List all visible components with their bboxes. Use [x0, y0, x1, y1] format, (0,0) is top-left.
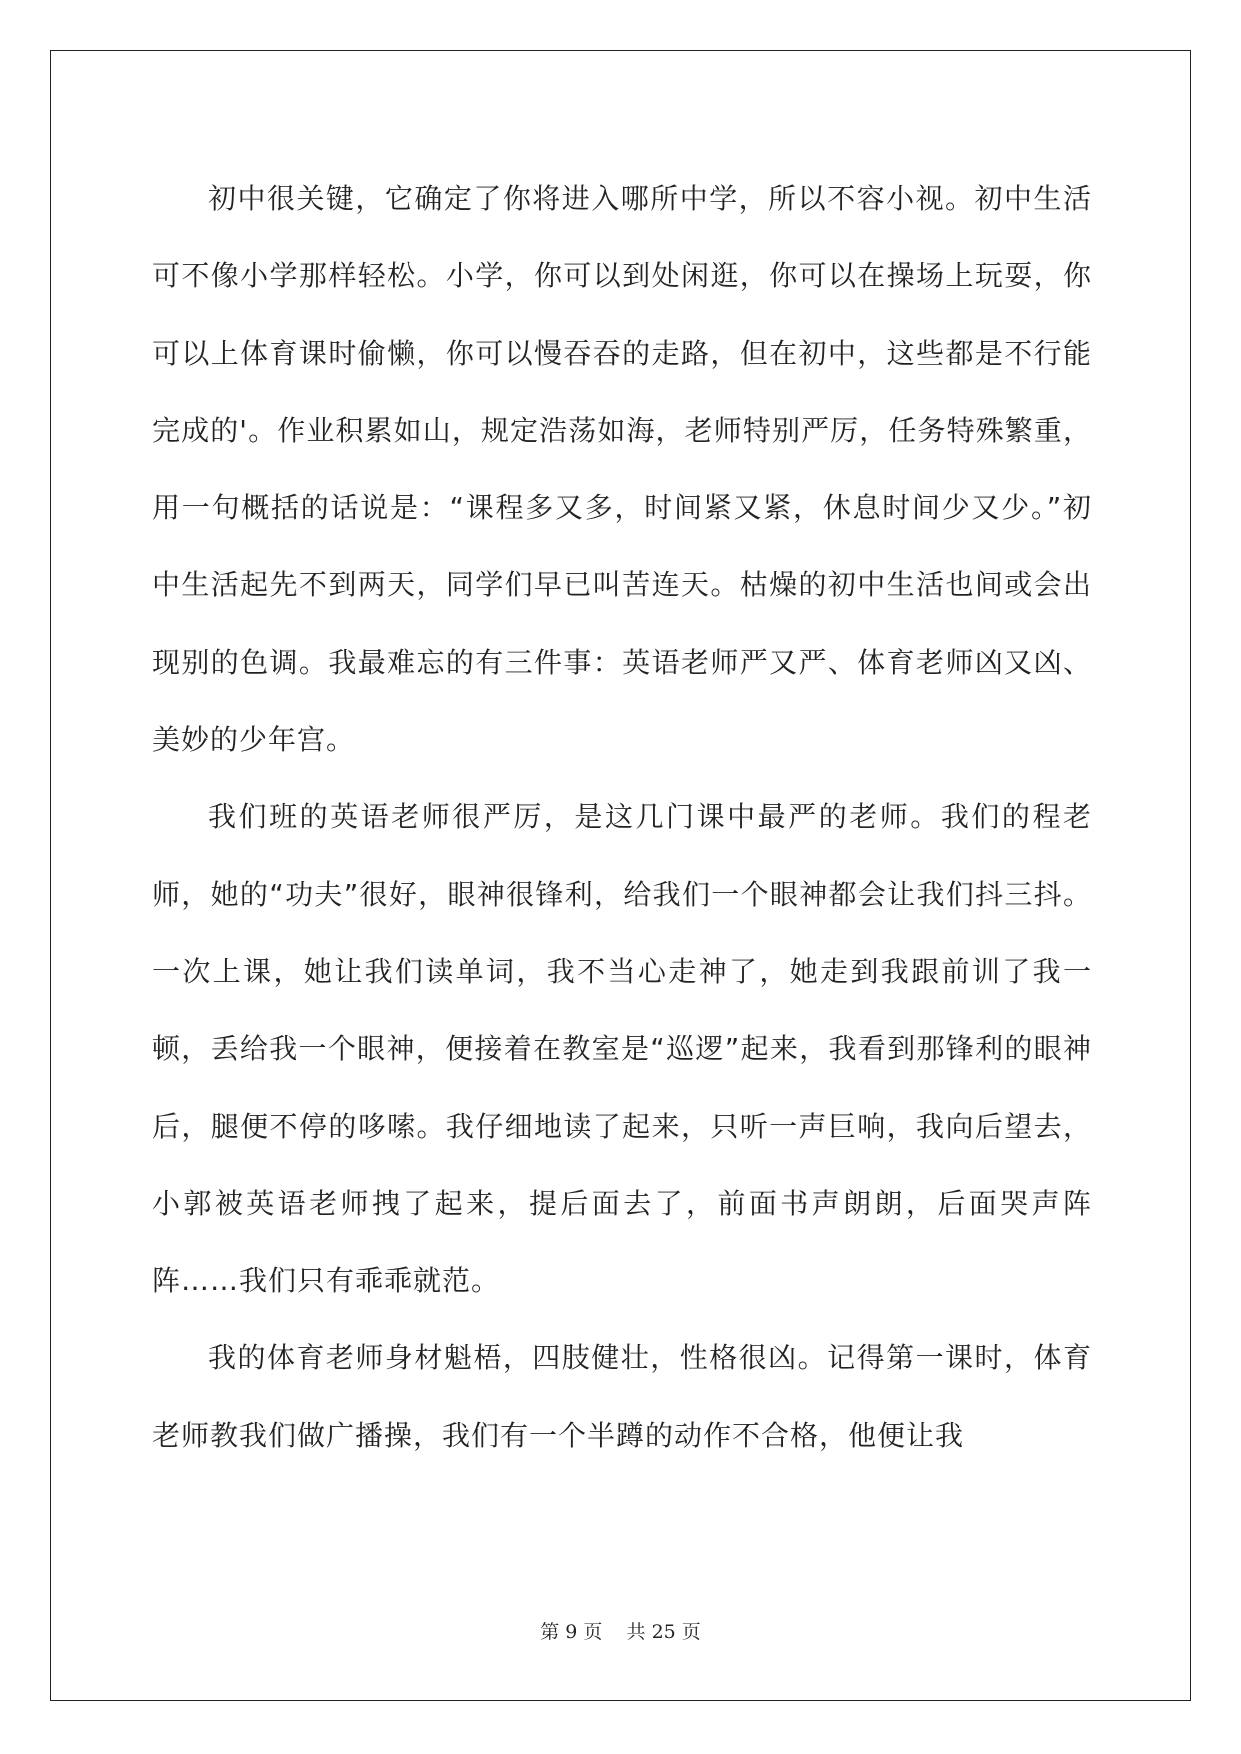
paragraph-2: 我们班的英语老师很严厉，是这几门课中最严的老师。我们的程老师，她的“功夫”很好，眼神很锋利，给我们一个眼神都会让我们抖三抖。一次上课，她让我们读单词，我不当心走神了，她走到我跟前训了我一顿，丢给我一个眼神，便接着在教室是“巡逻”起来，我看到那锋利的眼神后，腿便不停的哆嗦。我仔细地读了起来，只听一声巨响，我向后望去，小郭被英语老师拽了起来，提后面去了，前面书声朗朗，后面哭声阵阵……我们只有乖乖就范。	[152, 800, 1092, 1298]
paragraph-3: 我的体育老师身材魁梧，四肢健壮，性格很凶。记得第一课时，体育老师教我们做广播操，我们有一个半蹲的动作不合格，他便让我	[152, 1341, 1092, 1452]
document-body	[152, 160, 1092, 1474]
page-number-footer: 第 9 页 共 25 页	[540, 1621, 701, 1643]
paragraph-1: 初中很关键，它确定了你将进入哪所中学，所以不容小视。初中生活可不像小学那样轻松。小学，你可以到处闲逛，你可以在操场上玩耍，你可以上体育课时偷懒，你可以慢吞吞的走路，但在初中，这些都是不行能完成的'。作业积累如山，规定浩荡如海，老师特别严厉，任务特殊繁重，用一句概括的话说是：“课程多又多，时间紧又紧，休息时间少又少。”初中生活起先不到两天，同学们早已叫苦连天。枯燥的初中生活也间或会出现别的色调。我最难忘的有三件事：英语老师严又严、体育老师凶又凶、美妙的少年宫。	[152, 182, 1092, 757]
